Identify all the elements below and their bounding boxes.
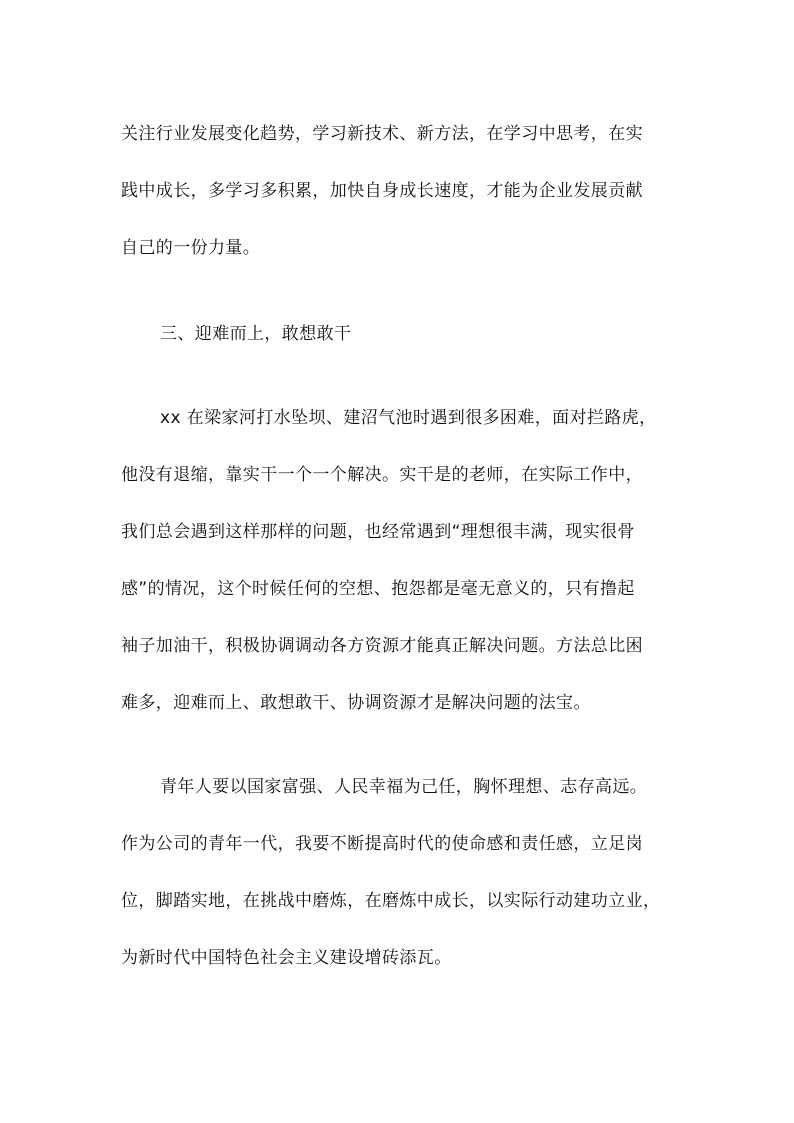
paragraph-2-line-2: 他没有退缩，靠实干一个一个解决。实干是的老师，在实际工作中， [121,465,643,485]
paragraph-1-line-3: 自己的一份力量。 [121,238,261,258]
paragraph-3-line-2: 作为公司的青年一代，我要不断提高时代的使命感和责任感，立足岗 [121,834,643,854]
paragraph-2-line-1: xx 在梁家河打水坠坝、建沼气池时遇到很多困难，面对拦路虎， [160,408,657,428]
paragraph-2-line-3: 我们总会遇到这样那样的问题，也经常遇到“理想很丰满，现实很骨 [121,522,635,542]
paragraph-2-line-4: 感”的情况，这个时候任何的空想、抱怨都是毫无意义的，只有撸起 [121,579,635,599]
section-heading: 三、迎难而上，敢想敢干 [160,324,352,344]
paragraph-1-line-2: 践中成长，多学习多积累，加快自身成长速度，才能为企业发展贡献 [121,181,643,201]
paragraph-3-line-4: 为新时代中国特色社会主义建设增砖添瓦。 [121,948,452,968]
paragraph-3-line-3: 位，脚踏实地，在挑战中磨炼，在磨炼中成长，以实际行动建功立业， [121,891,661,911]
paragraph-1-line-1: 关注行业发展变化趋势，学习新技术、新方法，在学习中思考，在实 [121,124,643,144]
paragraph-2-line-5: 袖子加油干，积极协调调动各方资源才能真正解决问题。方法总比困 [121,636,643,656]
paragraph-2-line-6: 难多，迎难而上、敢想敢干、协调资源才是解决问题的法宝。 [121,693,591,713]
paragraph-3-line-1: 青年人要以国家富强、人民幸福为己任，胸怀理想、志存高远。 [160,777,648,797]
